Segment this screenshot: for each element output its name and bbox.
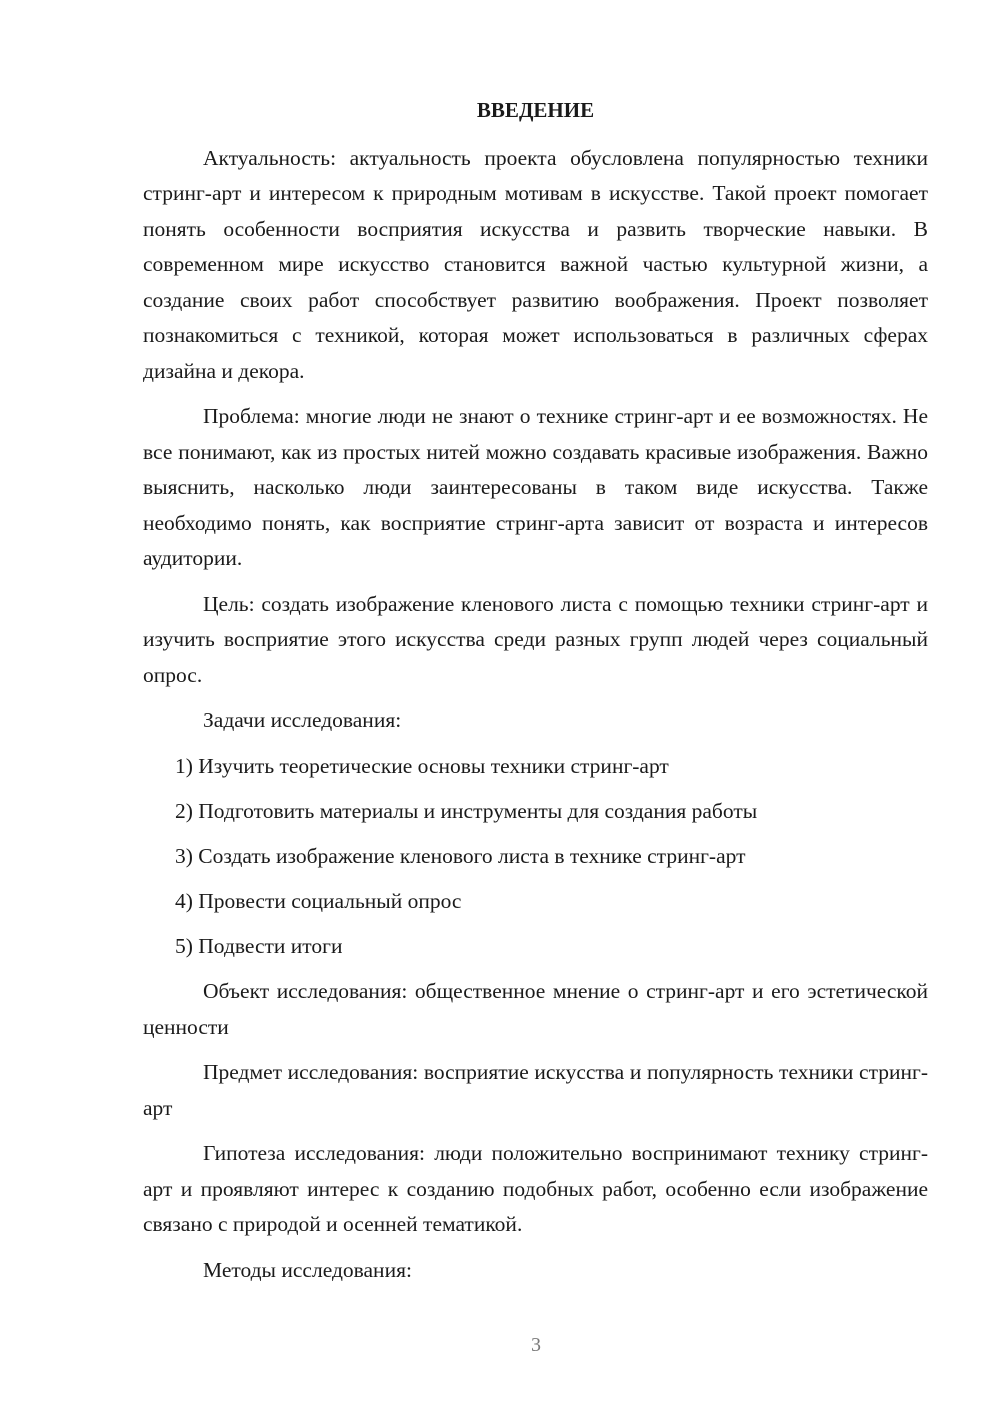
tasks-label: Задачи исследования: — [203, 708, 402, 732]
list-item: 4) Провести социальный опрос — [175, 888, 462, 913]
tasks-list — [143, 749, 928, 965]
paragraph-relevance: Актуальность: актуальность проекта обусловлена популярностью техники стринг-арт и интересом к природным мотивам в искусстве. Такой проект помогает понять особенности восприятия искусства и развить творческие навыки. В современном мире искусство становится важной частью культурной жизни, а создание своих работ способствует развитию воображения. Проект позволяет познакомиться с техникой, которая может использоваться в различных сферах дизайна и декора. — [143, 145, 928, 383]
list-item: 1) Изучить теоретические основы техники стринг-арт — [175, 753, 669, 778]
methods-label: Методы исследования: — [203, 1257, 412, 1282]
list-item: 5) Подвести итоги — [175, 933, 343, 958]
list-item: 3) Создать изображение кленового листа в технике стринг-арт — [175, 843, 746, 868]
paragraph-goal: Цель: создать изображение кленового листа с помощью техники стринг-арт и изучить восприятие этого искусства среди разных групп людей через социальный опрос. — [143, 591, 928, 687]
paragraph-object: Объект исследования: общественное мнение о стринг-арт и его эстетической ценности — [143, 979, 928, 1039]
page-content — [143, 93, 928, 1298]
page-number: 3 — [531, 1334, 541, 1356]
list-item: 2) Подготовить материалы и инструменты для создания работы — [175, 798, 758, 823]
paragraph-hypothesis: Гипотеза исследования: люди положительно воспринимают технику стринг-арт и проявляют интерес к созданию подобных работ, особенно если изображение связано с природой и осенней тематикой. — [143, 1141, 928, 1236]
paragraph-problem: Проблема: многие люди не знают о технике стринг-арт и ее возможностях. Не все понимают, как из простых нитей можно создавать красивые изображения. Важно выяснить, насколько люди заинтересованы в таком виде искусства. Также необходимо понять, как восприятие стринг-арта зависит от возраста и интересов аудитории. — [143, 404, 928, 570]
section-title: ВВЕДЕНИЕ — [476, 98, 595, 122]
paragraph-subject: Предмет исследования: восприятие искусства и популярность техники стринг-арт — [143, 1060, 928, 1120]
